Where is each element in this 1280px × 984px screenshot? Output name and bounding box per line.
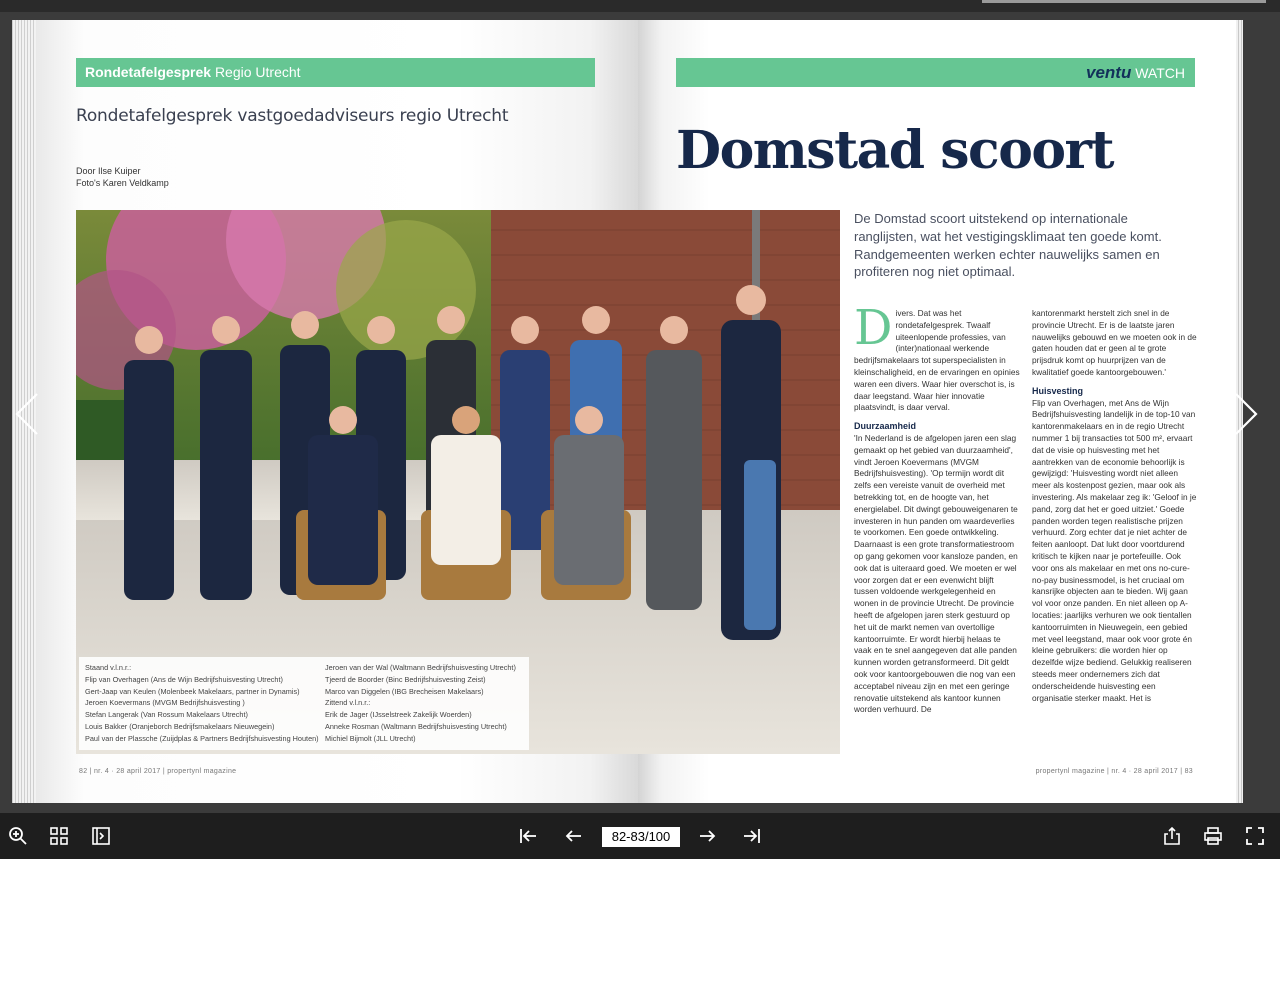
prev-page-icon[interactable] (562, 824, 586, 848)
print-icon[interactable] (1201, 824, 1225, 848)
caption-line: Anneke Rosman (Waltmann Bedrijfshuisvesting Utrecht) (325, 721, 507, 731)
column-2-intro: kantorenmarkt herstelt zich snel in de provincie Utrecht. Er is de laatste jaren nauwelijks gebouwd en we moeten ook in de gaten houden dat er geen al te grote prijsdruk komt op huurprijzen van de kwalitatief goede kantoorgebouwen.' (1032, 308, 1197, 377)
article-column-1 (854, 300, 1020, 716)
article-headline: Domstad scoort (676, 120, 1113, 181)
sidebar-icon[interactable] (89, 824, 113, 848)
caption-line: Gert-Jaap van Keulen (Molenbeek Makelaars, partner in Dynamis) (85, 686, 300, 696)
page-indicator[interactable]: 82-83/100 (602, 827, 680, 847)
byline: Door Ilse Kuiper (76, 166, 141, 176)
caption-line: Staand v.l.n.r.: (85, 663, 132, 672)
first-page-icon[interactable] (516, 824, 540, 848)
caption-line: Tjeerd de Boorder (Binc Bedrijfshuisvesting Zeist) (325, 674, 486, 684)
heading-duurzaamheid: Duurzaamheid (854, 421, 917, 432)
caption-line: Louis Bakker (Oranjeborch Bedrijfsmakelaars Nieuwegein) (85, 721, 275, 731)
drop-cap: D (854, 300, 893, 356)
caption-line: Jeroen van der Wal (Waltmann Bedrijfshuisvesting Utrecht) (325, 663, 516, 672)
last-page-icon[interactable] (740, 824, 764, 848)
page-footer-right: propertynl magazine | nr. 4 · 28 april 2017 | 83 (1035, 768, 1193, 775)
brand-tag: WATCH (1135, 65, 1185, 81)
section-label: Rondetafelgesprek (85, 64, 212, 80)
fullscreen-icon[interactable] (1243, 824, 1267, 848)
column-2-body: Flip van Overhagen, met Ans de Wijn Bedrijfshuisvesting landelijk in de top-10 van kantorenmakelaars en in de regio Utrecht nummer 1 bij transacties tot 500 m², ervaart dat de visie op huisvesting met het aantrekken van de economie behoorlijk is gewijzigd: 'Huisvesting wordt niet alleen meer als kostenpost gezien, maar ook als investering. Als makelaar zeg ik: 'Geloof in je pand, zorg dat het er goed uitziet.' Goede panden worden tegen realistische prijzen verhuurd. Zorg echter dat je niet achter de feiten aanloopt. Dat lukt door voortdurend kritisch te kijken naar je portefeuille. Ook voor ons als makelaar en met ons no-cure-no-pay businessmodel, is het cruciaal om kansrijke objecten aan te bieden. Wij gaan vol voor onze panden. En niet alleen op A-locaties: jaarlijks verhuren we ook tientallen kantoorruimten in Nieuwegein, een gebied met veel leegstand, maar ook voor grote én kleine gebruikers: die worden hier op dezelfde wijze bediend. Gelukkig realiseren steeds meer ondernemers zich dat onderscheidende huisvesting een organisatie sterker maakt. Het is (1032, 397, 1197, 703)
caption-line: Flip van Overhagen (Ans de Wijn Bedrijfshuisvesting Utrecht) (85, 674, 283, 684)
article-lead: De Domstad scoort uitstekend op internationale ranglijsten, wat het vestigingsklimaat ten goede komt. Randgemeenten werken echter nauwelijks samen en profiteren nog niet optimaal. (854, 211, 1162, 280)
caption-line: Jeroen Koevermans (MVGM Bedrijfshuisvesting ) (85, 698, 245, 708)
group-photo (76, 210, 840, 754)
share-icon[interactable] (1160, 824, 1184, 848)
prev-page-arrow-icon[interactable] (14, 392, 40, 436)
bottom-toolbar (0, 813, 1280, 859)
article-subtitle: Rondetafelgesprek vastgoedadviseurs regio Utrecht (76, 106, 509, 126)
load-progress-bar (982, 0, 1266, 3)
caption-column-1 (85, 662, 319, 745)
next-page-icon[interactable] (695, 824, 719, 848)
caption-line: Paul van der Plassche (Zuijdplas & Partners Bedrijfshuisvesting Houten) (85, 733, 319, 743)
caption-line: Michiel Bijmolt (JLL Utrecht) (325, 733, 416, 743)
brand-banner (676, 58, 1195, 87)
column-1-intro: ivers. Dat was het rondetafelgesprek. Twaalf uiteenlopende professies, van (inter)nationaal werkende bedrijfsmakelaars tot superspecialisten in kleinschaligheid, en de ervaringen en opinies waren een divers. Waar hier overschot is, is daar leegstand. Waar hier innovatie plaatsvindt, is daar verval. (854, 308, 1020, 413)
caption-line: Stefan Langerak (Van Rossum Makelaars Utrecht) (85, 710, 248, 720)
caption-column-2 (325, 662, 516, 745)
thumbnails-icon[interactable] (47, 824, 71, 848)
heading-huisvesting: Huisvesting (1032, 385, 1084, 396)
caption-line: Erik de Jager (IJsselstreek Zakelijk Woerden) (325, 710, 472, 720)
article-column-2 (1032, 308, 1198, 704)
section-region: Regio Utrecht (214, 64, 301, 80)
caption-line: Zittend v.l.n.r.: (325, 698, 371, 708)
column-1-body: 'In Nederland is de afgelopen jaren een slag gemaakt op het gebied van duurzaamheid', vindt Jeroen Koevermans (MVGM Bedrijfshuisvesting). 'Op termijn wordt dit zelfs een vereiste vanuit de overheid met betrekking tot, en de hoogte van, het energielabel. Dit dwingt gebouweigenaren te investeren in hun panden om waardeverlies te voorkomen. Een goede ontwikkeling. Daarnaast is een grote transformatiestroom op gang gekomen voor kansloze panden, en ook dat is uiteraard goed. We moeten er wel voor zorgen dat er een evenwicht blijft tussen voldoende werkgelegenheid en wonen in de provincie Utrecht. De provincie heeft de afgelopen jaren sterk gestuurd op het uit de markt nemen van overtollige kantoorruimte. Er wordt hierbij helaas te vaak en te snel aangegeven dat alle panden kunnen worden getransformeerd. Dit geldt ook voor kantoorgebouwen die nog van een acceptabel niveau zijn en met een geringe renovatie uitstekend als kantoor kunnen worden verhuurd. De (854, 432, 1018, 715)
caption-line: Marco van Diggelen (IBG Brecheisen Makelaars) (325, 686, 484, 696)
photo-caption (79, 657, 529, 750)
ventu-logo: ventu (1086, 63, 1132, 82)
zoom-in-icon[interactable] (6, 824, 30, 848)
page-footer-left: 82 | nr. 4 · 28 april 2017 | propertynl magazine (79, 768, 237, 775)
next-page-arrow-icon[interactable] (1233, 392, 1259, 436)
section-banner (76, 58, 595, 87)
photo-credit: Foto's Karen Veldkamp (76, 178, 169, 188)
